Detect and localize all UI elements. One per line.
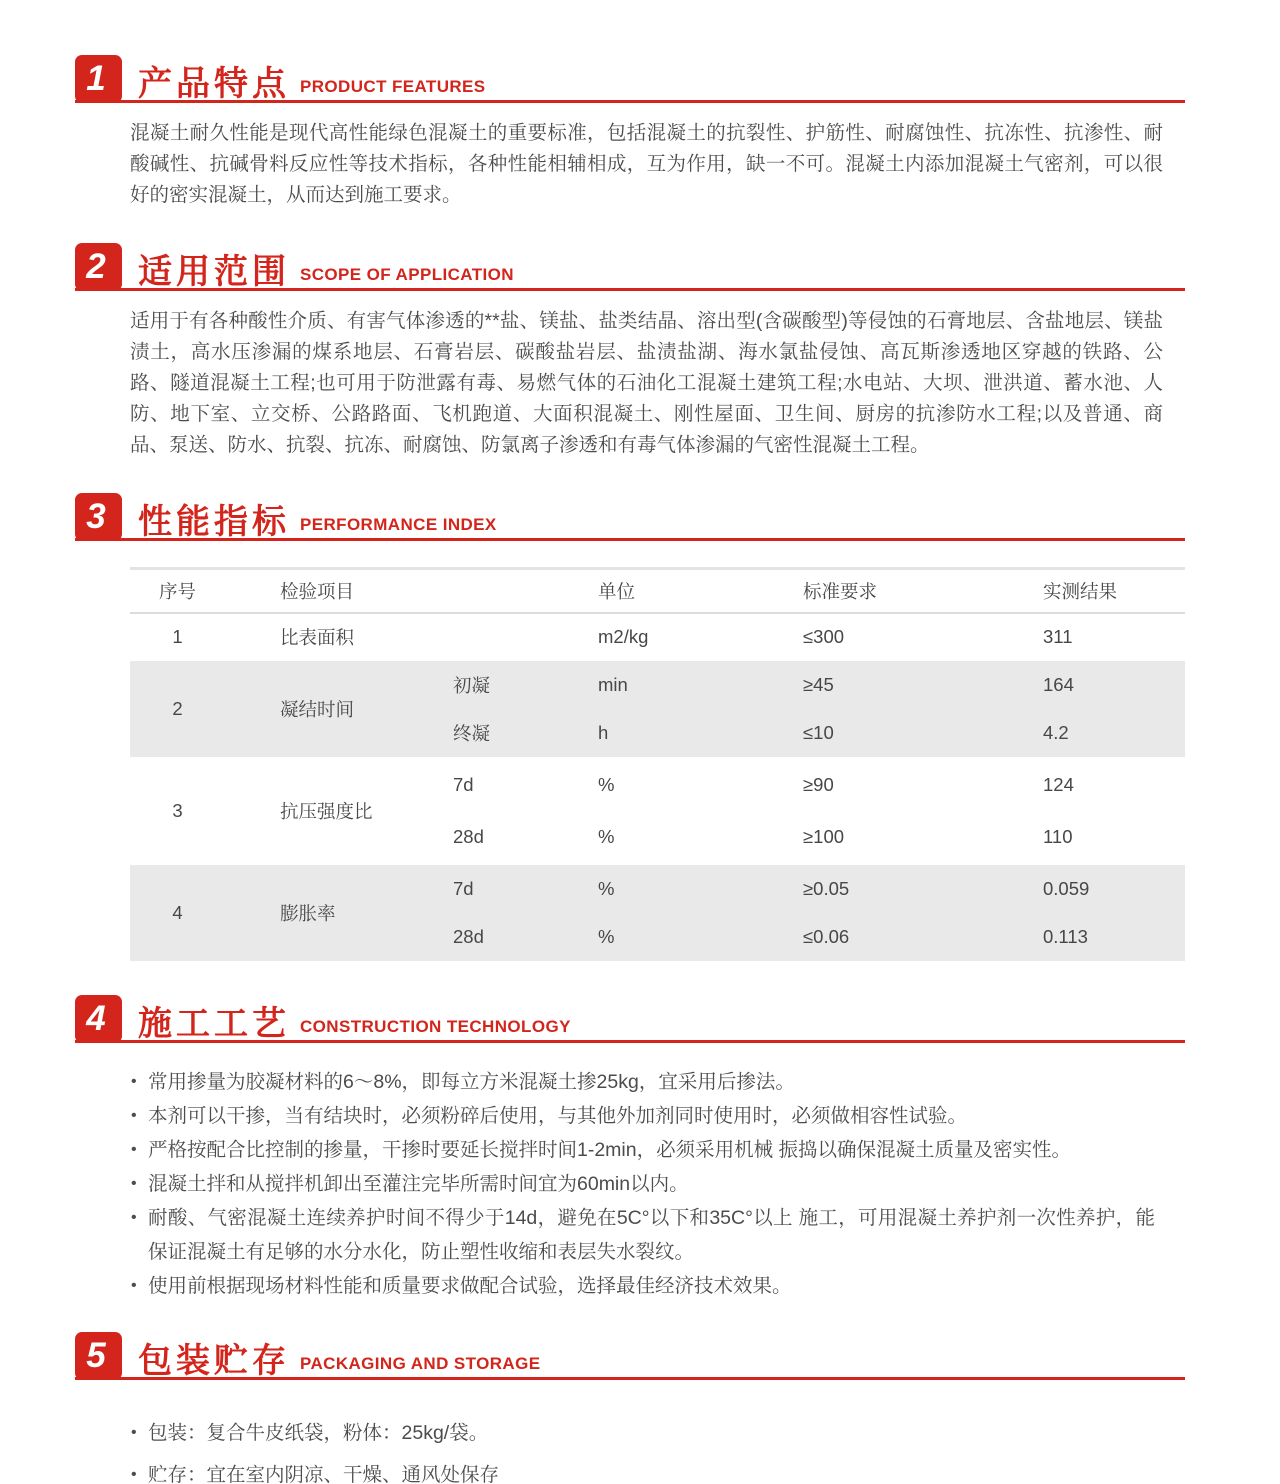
construction-step-item bbox=[130, 1133, 1185, 1167]
table-cell-unit: h bbox=[598, 722, 609, 743]
section-packaging-and-storage bbox=[75, 1327, 1185, 1484]
section-performance-index bbox=[75, 488, 1185, 963]
table-cell-requirement: ≥45 bbox=[803, 674, 834, 695]
table-cell-requirement: ≥90 bbox=[803, 774, 834, 795]
section-title-zh: 产品特点 bbox=[138, 65, 290, 103]
section-body bbox=[75, 306, 1185, 461]
table-cell-result: 124 bbox=[1043, 774, 1074, 795]
table-header-item: 检验项目 bbox=[280, 581, 355, 602]
table-header-unit: 单位 bbox=[598, 581, 636, 602]
table-cell-requirement: ≤0.06 bbox=[803, 926, 850, 947]
section-title-zh: 适用范围 bbox=[138, 253, 290, 291]
table-cell-requirement: ≤300 bbox=[803, 625, 845, 647]
section-product-features bbox=[75, 50, 1185, 211]
bullet-icon: • bbox=[131, 1175, 137, 1192]
table-cell-requirement: ≤10 bbox=[803, 722, 834, 743]
table-cell-item: 抗压强度比 bbox=[280, 801, 373, 822]
table-cell-requirement: ≥100 bbox=[803, 826, 845, 847]
table-cell-result: 4.2 bbox=[1043, 722, 1069, 743]
bullet-text: 贮存：宜在室内阴凉、干燥、通风处保存 bbox=[148, 1464, 500, 1484]
section-title-zh: 施工工艺 bbox=[138, 1005, 290, 1043]
table-cell-result: 0.059 bbox=[1043, 878, 1090, 899]
section-title-en: CONSTRUCTION TECHNOLOGY bbox=[300, 1017, 571, 1036]
table-group bbox=[130, 661, 1185, 759]
bullet-text: 本剂可以干掺，当有结块时，必须粉碎后使用，与其他外加剂同时使用时，必须做相容性试验。 bbox=[148, 1105, 968, 1127]
table-cell-unit: % bbox=[598, 878, 615, 899]
section-number-badge: 4 bbox=[75, 995, 122, 1043]
bullet-icon: • bbox=[131, 1073, 137, 1090]
performance-table bbox=[130, 567, 1185, 963]
table-cell-unit: min bbox=[598, 674, 628, 695]
section-construction-technology bbox=[75, 990, 1185, 1303]
table-cell-result: 110 bbox=[1043, 826, 1073, 847]
bullet-text: 混凝土拌和从搅拌机卸出至灌注完毕所需时间宜为60min以内。 bbox=[148, 1173, 689, 1195]
table-cell-result: 0.113 bbox=[1043, 926, 1088, 947]
table-cell-item: 比表面积 bbox=[280, 626, 355, 648]
construction-step-item bbox=[130, 1065, 1185, 1099]
section-header bbox=[75, 488, 1185, 541]
table-cell-sub: 初凝 bbox=[453, 675, 491, 696]
table-cell-sub: 28d bbox=[453, 926, 484, 947]
construction-step-item bbox=[130, 1099, 1185, 1133]
table-cell-result: 311 bbox=[1043, 625, 1073, 647]
table-cell-item: 凝结时间 bbox=[280, 699, 355, 720]
section-title-zh: 包装贮存 bbox=[138, 1342, 290, 1380]
section-title-en: PACKAGING AND STORAGE bbox=[300, 1354, 541, 1373]
section-header bbox=[75, 990, 1185, 1043]
section-scope-of-application bbox=[75, 238, 1185, 461]
bullet-icon: • bbox=[131, 1277, 137, 1294]
table-group bbox=[130, 865, 1185, 963]
table-cell-item: 膨胀率 bbox=[280, 903, 336, 924]
bullet-text: 使用前根据现场材料性能和质量要求做配合试验，选择最佳经济技术效果。 bbox=[148, 1275, 792, 1297]
construction-step-item bbox=[130, 1269, 1185, 1303]
table-cell-unit: % bbox=[598, 826, 615, 847]
packaging-bullet-list bbox=[75, 1416, 1185, 1484]
section-title-zh: 性能指标 bbox=[138, 503, 290, 541]
table-cell-sub: 28d bbox=[453, 826, 484, 847]
bullet-icon: • bbox=[131, 1107, 137, 1124]
table-cell-requirement: ≥0.05 bbox=[803, 878, 850, 899]
section-title-en: SCOPE OF APPLICATION bbox=[300, 265, 514, 284]
scope-paragraph: 适用于有各种酸性介质、有害气体渗透的**盐、镁盐、盐类结晶、溶出型(含碳酸型)等侵蚀的石膏地层、含盐地层、镁盐渍土，高水压渗漏的煤系地层、石膏岩层、碳酸盐岩层、盐渍盐湖、海水氯盐侵蚀、高瓦斯渗透地区穿越的铁路、公路、隧道混凝土工程;也可用于防泄露有毒、易燃气体的石油化工混凝土建筑工程;水电站、大坝、泄洪道、蓄水池、人防、地下室、立交桥、公路路面、飞机跑道、大面积混凝土、刚性屋面、卫生间、厨房的抗渗防水工程;以及普通、商品、泵送、防水、抗裂、抗冻、耐腐蚀、防氯离子渗透和有毒气体渗漏的气密性混凝土工程。 bbox=[130, 310, 1163, 456]
table-cell-sub: 7d bbox=[453, 878, 474, 899]
table-cell-no: 2 bbox=[172, 698, 183, 719]
section-number-badge: 5 bbox=[75, 1332, 122, 1380]
bullet-icon: • bbox=[131, 1209, 137, 1226]
construction-step-item bbox=[130, 1167, 1185, 1201]
bullet-icon: • bbox=[131, 1466, 137, 1483]
bullet-icon: • bbox=[131, 1424, 137, 1441]
bullet-icon: • bbox=[131, 1141, 137, 1158]
table-cell-sub: 7d bbox=[453, 774, 474, 795]
table-cell-no: 1 bbox=[172, 625, 183, 647]
table-cell-sub: 终凝 bbox=[453, 723, 491, 744]
table-group bbox=[130, 759, 1185, 865]
construction-bullet-list bbox=[75, 1065, 1185, 1303]
section-body bbox=[75, 118, 1185, 211]
table-cell-unit: % bbox=[598, 774, 615, 795]
table-header-requirement: 标准要求 bbox=[803, 581, 878, 602]
packaging-storage-item bbox=[130, 1458, 1185, 1484]
table-cell-no: 3 bbox=[172, 800, 183, 821]
table-cell-no: 4 bbox=[172, 902, 183, 923]
bullet-text: 常用掺量为胶凝材料的6～8%，即每立方米混凝土掺25kg，宜采用后掺法。 bbox=[148, 1071, 795, 1093]
section-number-badge: 3 bbox=[75, 493, 122, 541]
performance-table-body bbox=[130, 614, 1185, 963]
table-cell-result: 164 bbox=[1043, 674, 1074, 695]
table-cell-unit: m2/kg bbox=[598, 625, 649, 647]
section-title-en: PERFORMANCE INDEX bbox=[300, 515, 497, 534]
section-number-badge: 1 bbox=[75, 55, 122, 103]
bullet-text: 耐酸、气密混凝土连续养护时间不得少于14d，避免在5C°以下和35C°以上 施工，可用混凝土养护剂一次性养护，能保证混凝土有足够的水分水化，防止塑性收缩和表层失水裂纹。 bbox=[148, 1207, 1155, 1263]
table-header-result: 实测结果 bbox=[1043, 581, 1118, 602]
construction-step-item bbox=[130, 1201, 1185, 1269]
table-cell-unit: % bbox=[598, 926, 615, 947]
section-title-en: PRODUCT FEATURES bbox=[300, 77, 486, 96]
features-paragraph: 混凝土耐久性能是现代高性能绿色混凝土的重要标准，包括混凝土的抗裂性、护筋性、耐腐蚀性、抗冻性、抗渗性、耐酸碱性、抗碱骨料反应性等技术指标，各种性能相辅相成，互为作用，缺一不可。混凝土内添加混凝土气密剂，可以很好的密实混凝土，从而达到施工要求。 bbox=[130, 122, 1163, 206]
table-group bbox=[130, 614, 1185, 661]
section-header bbox=[75, 1327, 1185, 1380]
bullet-text: 严格按配合比控制的掺量，干掺时要延长搅拌时间1-2min，必须采用机械 振捣以确保混凝土质量及密实性。 bbox=[148, 1139, 1072, 1161]
section-number-badge: 2 bbox=[75, 243, 122, 291]
section-header bbox=[75, 238, 1185, 291]
packaging-storage-item bbox=[130, 1416, 1185, 1450]
performance-table-header-row bbox=[130, 570, 1185, 614]
section-header bbox=[75, 50, 1185, 103]
table-header-no: 序号 bbox=[158, 581, 196, 602]
bullet-text: 包装：复合牛皮纸袋，粉体：25kg/袋。 bbox=[148, 1422, 489, 1444]
